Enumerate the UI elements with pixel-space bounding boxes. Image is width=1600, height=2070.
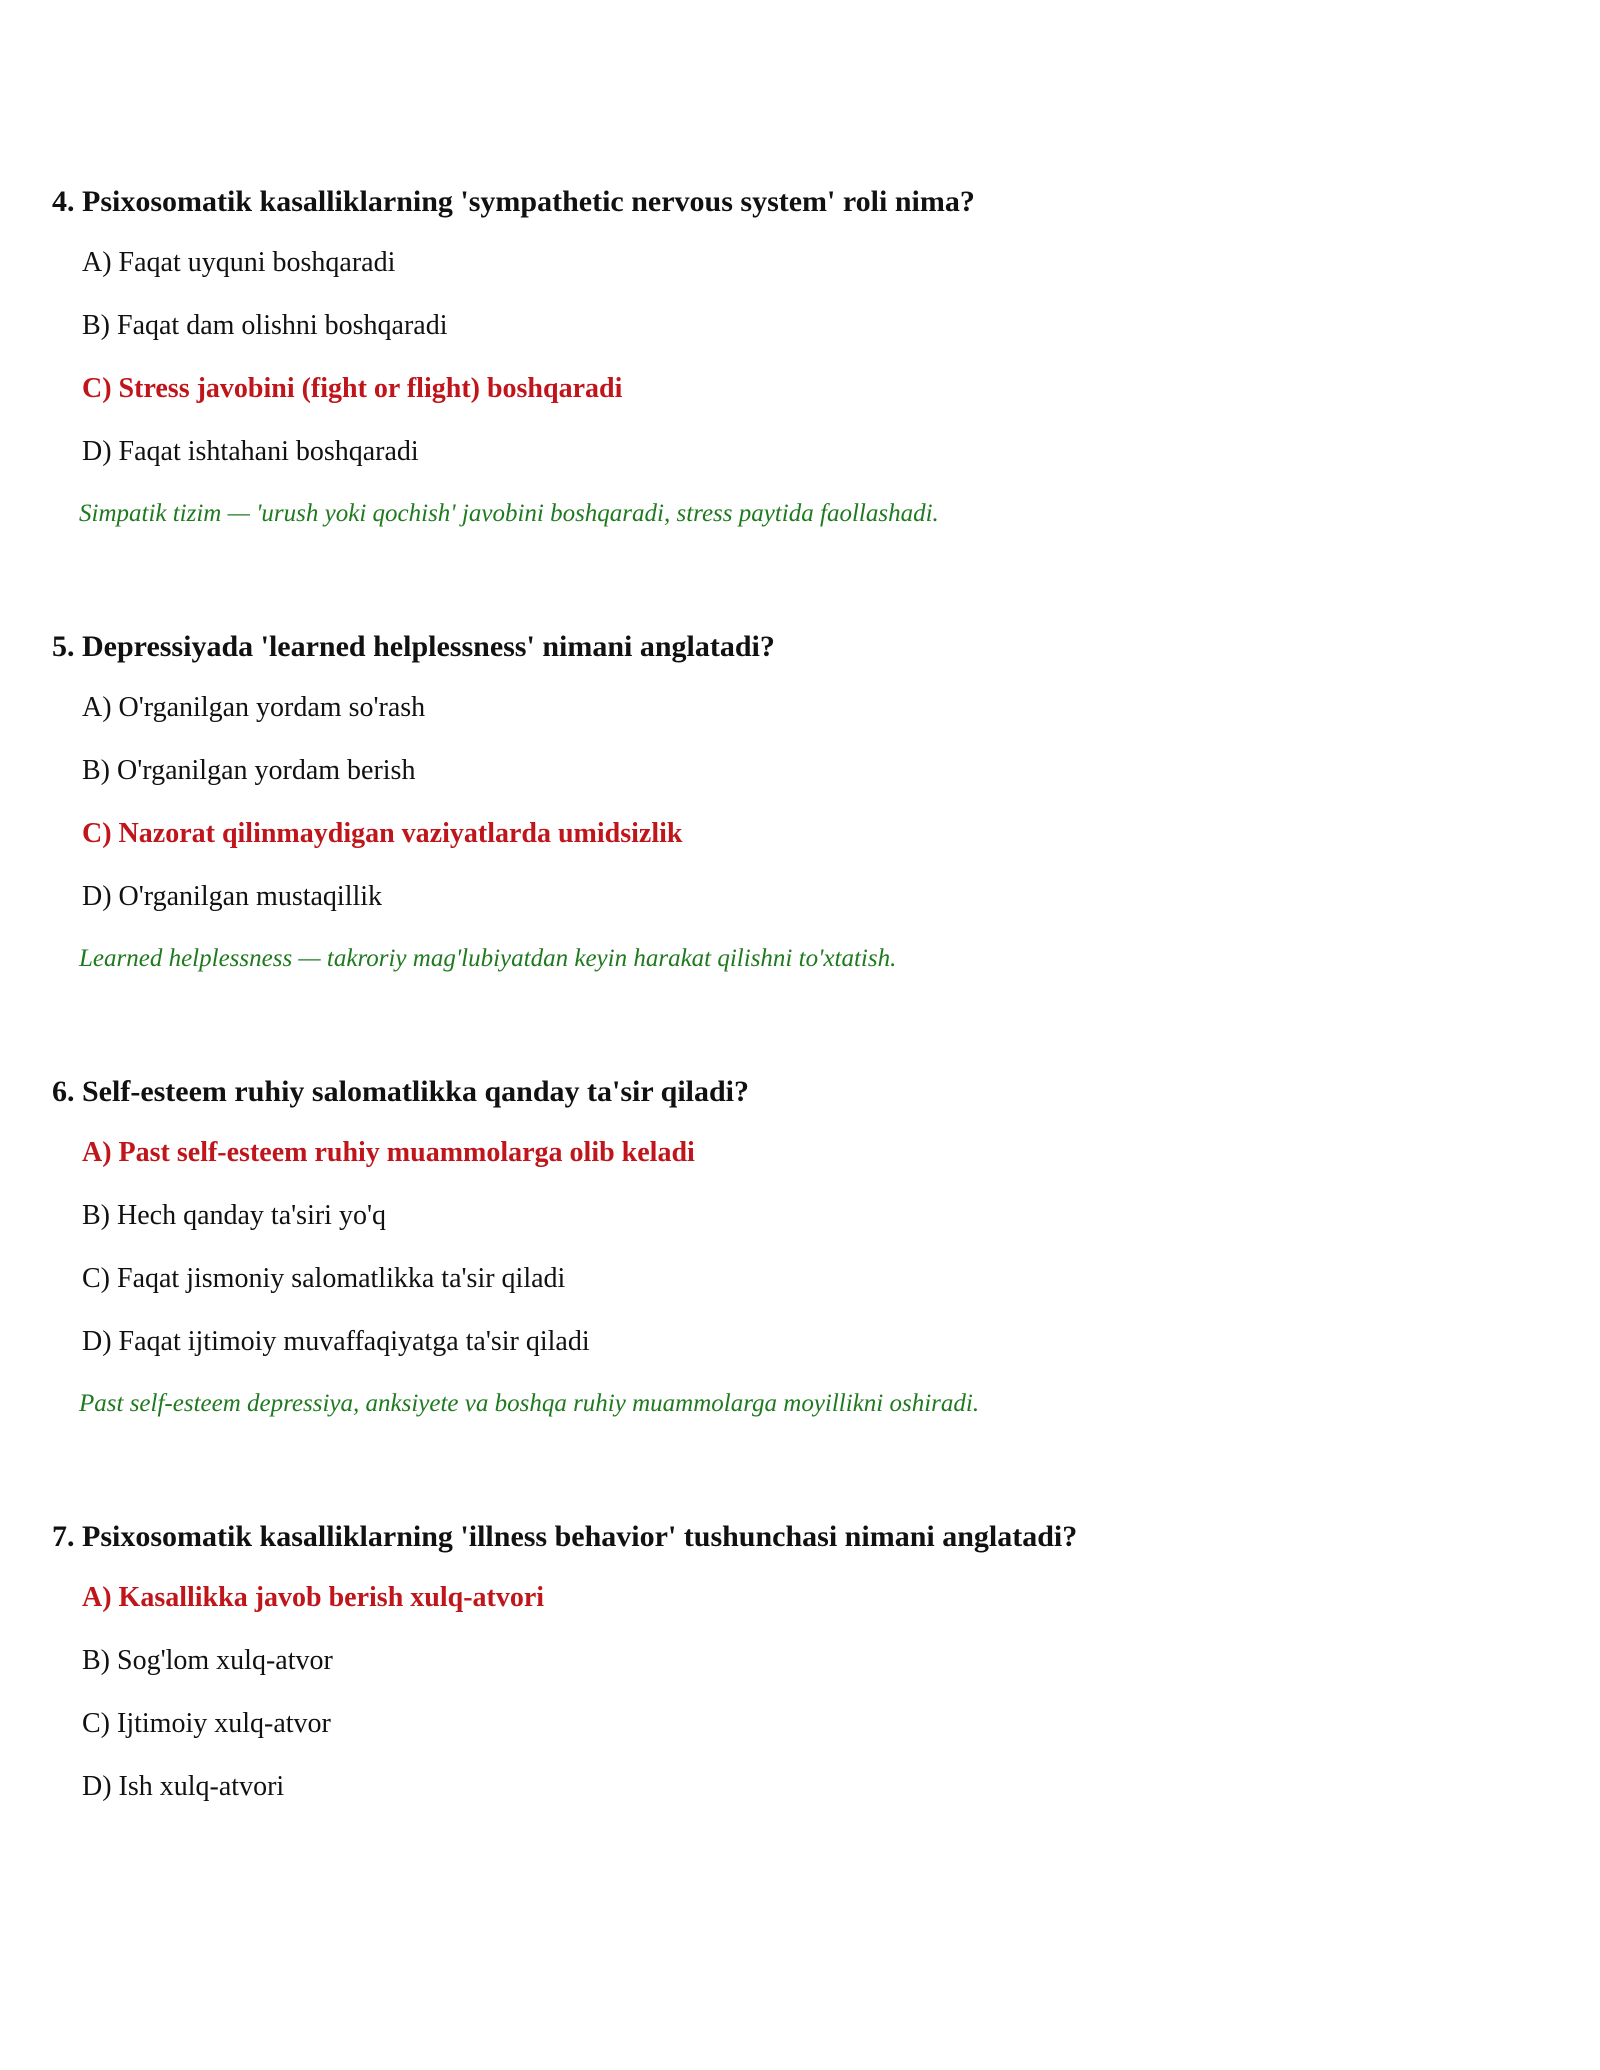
answer-option: D) Ish xulq-atvori xyxy=(82,1771,285,1802)
answer-explanation: Learned helplessness — takroriy mag'lubiyatdan keyin harakat qilishni to'xtatish. xyxy=(79,945,897,972)
answer-option: B) Faqat dam olishni boshqaradi xyxy=(82,310,448,341)
question-block xyxy=(52,184,1552,527)
answer-option: C) Ijtimoiy xulq-atvor xyxy=(82,1708,331,1739)
answer-option: D) Faqat ishtahani boshqaradi xyxy=(82,436,419,467)
answer-option: C) Faqat jismoniy salomatlikka ta'sir qiladi xyxy=(82,1263,566,1294)
question-title: 4. Psixosomatik kasalliklarning 'sympathetic nervous system' roli nima? xyxy=(52,185,975,218)
question-title: 7. Psixosomatik kasalliklarning 'illness behavior' tushunchasi nimani anglatadi? xyxy=(52,1520,1078,1553)
question-title: 5. Depressiyada 'learned helplessness' nimani anglatadi? xyxy=(52,630,775,663)
answer-option-correct: C) Nazorat qilinmaydigan vaziyatlarda umidsizlik xyxy=(82,818,683,849)
answer-option: D) Faqat ijtimoiy muvaffaqiyatga ta'sir qiladi xyxy=(82,1326,590,1357)
question-block xyxy=(52,1519,1552,1802)
question-block xyxy=(52,1074,1552,1417)
question-title: 6. Self-esteem ruhiy salomatlikka qanday ta'sir qiladi? xyxy=(52,1075,750,1108)
answer-option: A) O'rganilgan yordam so'rash xyxy=(82,692,426,723)
answer-option: D) O'rganilgan mustaqillik xyxy=(82,881,383,912)
answer-option: B) Sog'lom xulq-atvor xyxy=(82,1645,333,1676)
answer-option-correct: C) Stress javobini (fight or flight) boshqaradi xyxy=(82,373,623,404)
answer-option: B) Hech qanday ta'siri yo'q xyxy=(82,1200,387,1231)
answer-option: A) Faqat uyquni boshqaradi xyxy=(82,247,396,278)
answer-explanation: Simpatik tizim — 'urush yoki qochish' javobini boshqaradi, stress paytida faollashadi. xyxy=(79,500,939,527)
answer-option-correct: A) Kasallikka javob berish xulq-atvori xyxy=(82,1582,545,1613)
answer-option: B) O'rganilgan yordam berish xyxy=(82,755,416,786)
answer-explanation: Past self-esteem depressiya, anksiyete va boshqa ruhiy muammolarga moyillikni oshiradi. xyxy=(79,1390,980,1417)
answer-option-correct: A) Past self-esteem ruhiy muammolarga olib keladi xyxy=(82,1137,695,1168)
question-block xyxy=(52,629,1552,972)
